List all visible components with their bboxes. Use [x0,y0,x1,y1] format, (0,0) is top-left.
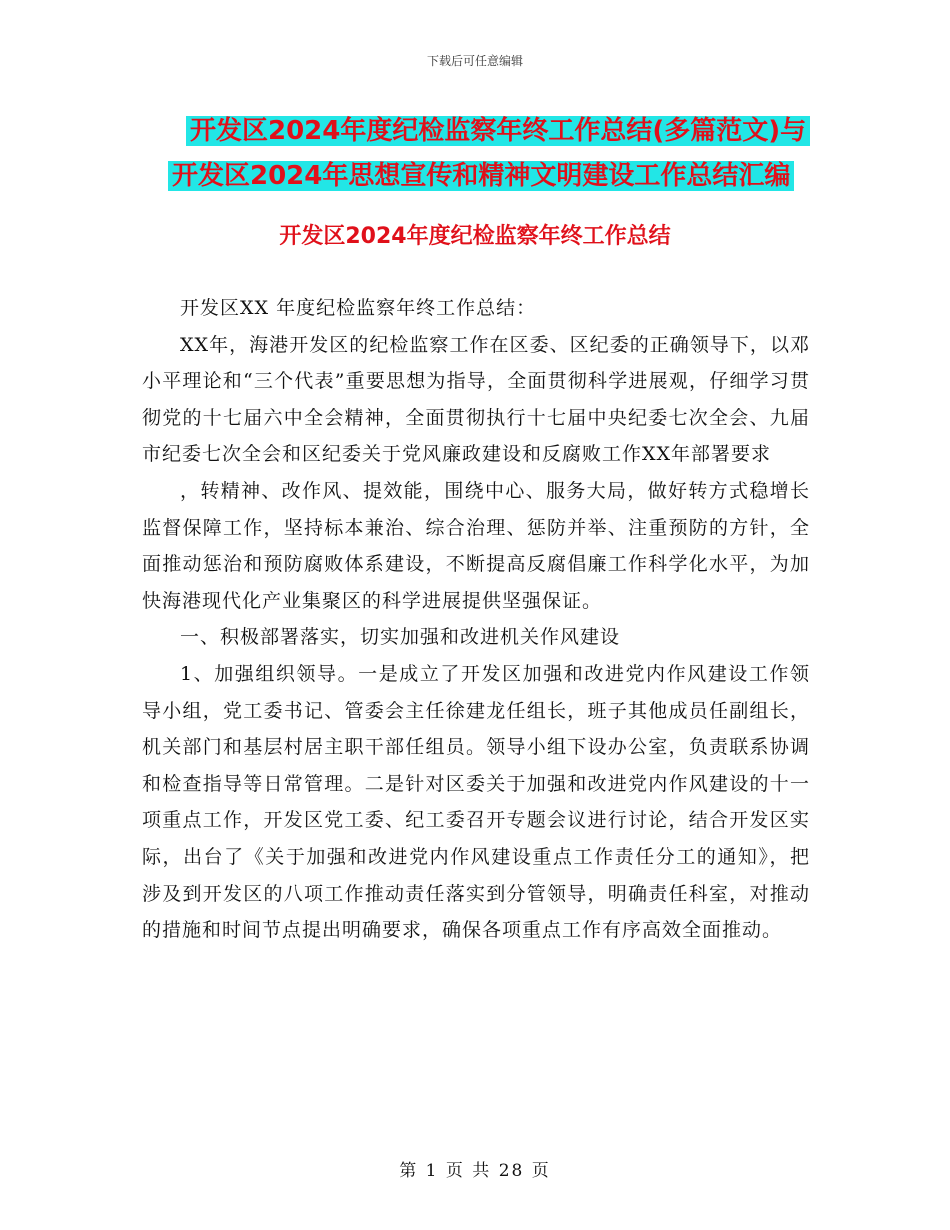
document-body [142,290,810,949]
body-paragraph: 1、加强组织领导。一是成立了开发区加强和改进党内作风建设工作领导小组，党工委书记、管委会主任徐建龙任组长，班子其他成员任副组长，机关部门和基层村居主职干部任组员。领导小组下设办公室，负责联系协调和检查指导等日常管理。二是针对区委关于加强和改进党内作风建设的十一项重点工作，开发区党工委、纪工委召开专题会议进行讨论，结合开发区实际，出台了《关于加强和改进党内作风建设重点工作责任分工的通知》，把涉及到开发区的八项工作推动责任落实到分管领导，明确责任科室，对推动的措施和时间节点提出明确要求，确保各项重点工作有序高效全面推动。 [142,662,810,942]
document-title-line-2 [0,157,950,195]
document-title-line-1-text: 开发区2024年度纪检监察年终工作总结(多篇范文)与 [186,116,810,146]
section-title: 开发区2024年度纪检监察年终工作总结 [279,224,671,249]
body-paragraph: 开发区XX 年度纪检监察年终工作总结： [180,297,537,319]
page-footer: 第 1 页 共 28 页 [399,1161,551,1181]
document-title-line-2-text: 开发区2024年思想宣传和精神文明建设工作总结汇编 [168,161,794,191]
document-title-line-1 [0,112,950,150]
body-paragraph: XX年，海港开发区的纪检监察工作在区委、区纪委的正确领导下，以邓小平理论和“三个代表”重要思想为指导，全面贯彻科学进展观，仔细学习贯彻党的十七届六中全会精神，全面贯彻执行十七届中央纪委七次全会、九届市纪委七次全会和区纪委关于党风廉政建设和反腐败工作XX年部署要求 [142,333,810,466]
body-paragraph: 一、积极部署落实，切实加强和改进机关作风建设 [180,626,621,649]
header-note: 下载后可任意编辑 [426,54,523,68]
body-paragraph: ，转精神、改作风、提效能，围绕中心、服务大局，做好转方式稳增长监督保障工作，坚持标本兼治、综合治理、惩防并举、注重预防的方针，全面推动惩治和预防腐败体系建设，不断提高反腐倡廉工作科学化水平，为加快海港现代化产业集聚区的科学进展提供坚强保证。 [142,479,810,612]
